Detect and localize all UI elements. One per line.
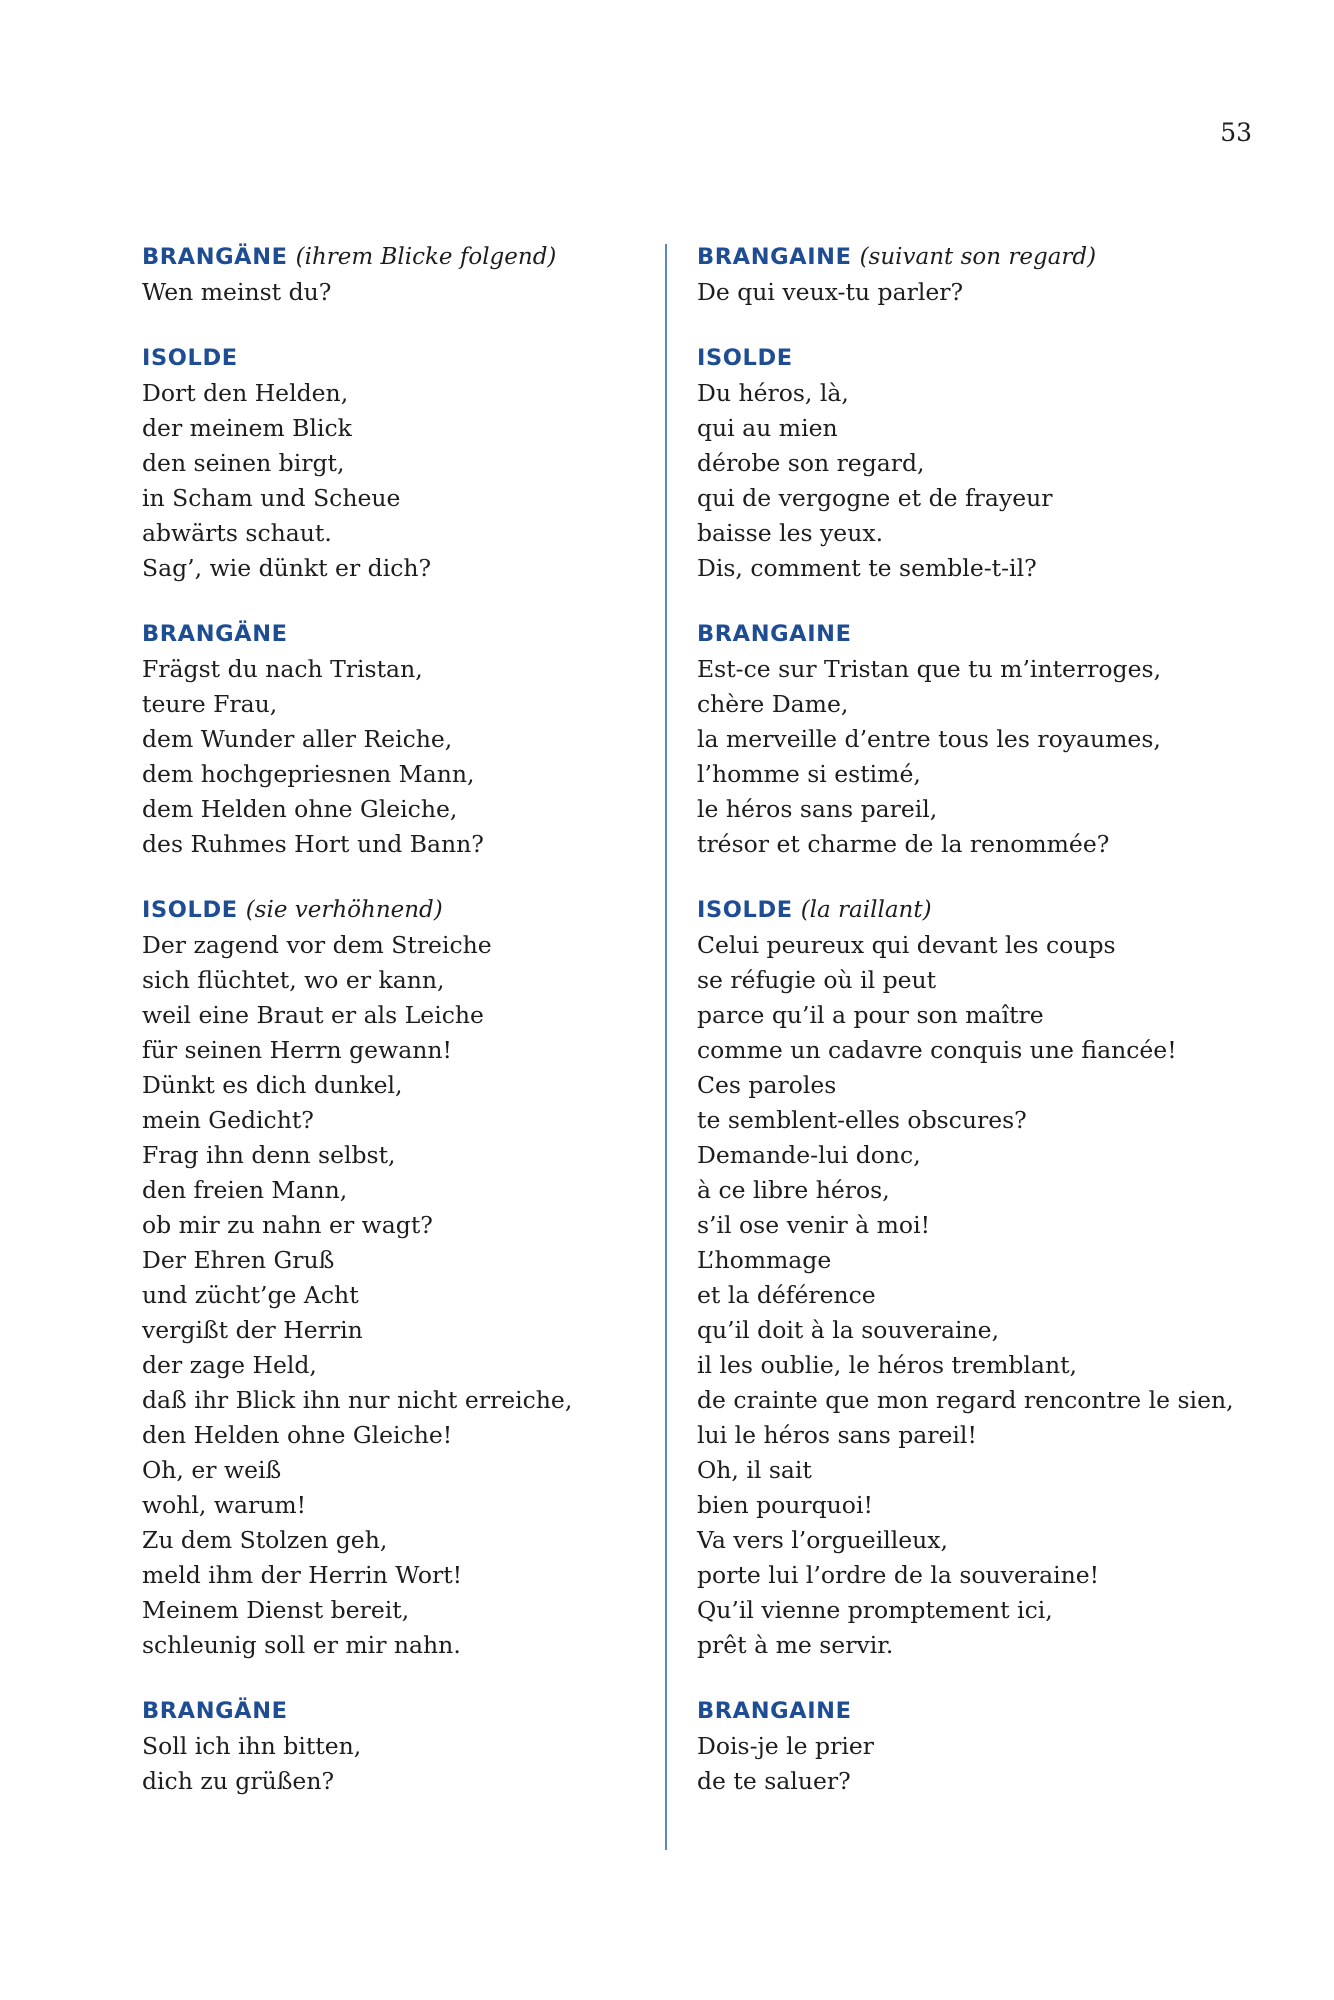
speech-block <box>697 1694 1187 1799</box>
verse-line: Dois-je le prier <box>697 1732 874 1760</box>
verse-line: l’homme si estimé, <box>697 760 921 788</box>
stage-direction: (ihrem Blicke folgend) <box>295 244 557 270</box>
verse-line: wohl, warum! <box>142 1491 307 1519</box>
verse-line: Der zagend vor dem Streiche <box>142 931 492 959</box>
verse-line: qu’il doit à la souveraine, <box>697 1316 1000 1344</box>
speech-block <box>142 617 632 862</box>
verse-line: Oh, il sait <box>697 1456 812 1484</box>
verse-line: dem Helden ohne Gleiche, <box>142 795 458 823</box>
verse-line: la merveille d’entre tous les royaumes, <box>697 725 1161 753</box>
verse-line: der meinem Blick <box>142 414 352 442</box>
verse-line: Du héros, là, <box>697 379 849 407</box>
verse-line: den seinen birgt, <box>142 449 345 477</box>
speech-block <box>697 893 1234 1663</box>
speech-block <box>142 1694 632 1799</box>
verse-line: porte lui l’ordre de la souveraine! <box>697 1561 1100 1589</box>
verse-line: baisse les yeux. <box>697 519 884 547</box>
speech-block <box>142 240 632 310</box>
verse-line: weil eine Braut er als Leiche <box>142 1001 484 1029</box>
speaker-line <box>142 893 632 928</box>
verse-line: meld ihm der Herrin Wort! <box>142 1561 463 1589</box>
verse-line: se réfugie où il peut <box>697 966 937 994</box>
verse-line: Der Ehren Gruß <box>142 1246 335 1274</box>
verse-line: vergißt der Herrin <box>142 1316 363 1344</box>
verse-line: Oh, er weiß <box>142 1456 282 1484</box>
speaker-line <box>142 240 632 275</box>
speech-block <box>142 893 632 1663</box>
verse-line: Frägst du nach Tristan, <box>142 655 423 683</box>
verse-line: à ce libre héros, <box>697 1176 890 1204</box>
verse-line: le héros sans pareil, <box>697 795 938 823</box>
verse-line: Meinem Dienst bereit, <box>142 1596 410 1624</box>
verse-line: sich flüchtet, wo er kann, <box>142 966 445 994</box>
verse-line: den freien Mann, <box>142 1176 348 1204</box>
verse-line: mein Gedicht? <box>142 1106 314 1134</box>
french-text-column <box>697 240 1234 1830</box>
speaker-line <box>697 240 1187 275</box>
verse-line: Ces paroles <box>697 1071 837 1099</box>
verse-line: den Helden ohne Gleiche! <box>142 1421 453 1449</box>
verse-line: parce qu’il a pour son maître <box>697 1001 1044 1029</box>
verse-line: teure Frau, <box>142 690 278 718</box>
verse-line: Soll ich ihn bitten, <box>142 1732 362 1760</box>
verse-line: de crainte que mon regard rencontre le sien, <box>697 1386 1234 1414</box>
verse-line: Qu’il vienne promptement ici, <box>697 1596 1053 1624</box>
speaker-name: BRANGÄNE <box>142 1698 288 1724</box>
speaker-line <box>697 341 1187 376</box>
verse-line: s’il ose venir à moi! <box>697 1211 931 1239</box>
verse-line: Va vers l’orgueilleux, <box>697 1526 949 1554</box>
speaker-name: BRANGÄNE <box>142 621 288 647</box>
verse-line: abwärts schaut. <box>142 519 332 547</box>
verse-line: qui au mien <box>697 414 838 442</box>
speaker-name: BRANGAINE <box>697 244 852 270</box>
verse-line: in Scham und Scheue <box>142 484 401 512</box>
verse-line: Zu dem Stolzen geh, <box>142 1526 388 1554</box>
verse-line: L’hommage <box>697 1246 832 1274</box>
column-divider <box>665 244 667 1850</box>
verse-line: Dünkt es dich dunkel, <box>142 1071 403 1099</box>
verse-line: qui de vergogne et de frayeur <box>697 484 1053 512</box>
page-number: 53 <box>1220 118 1252 147</box>
verse-line: bien pourquoi! <box>697 1491 873 1519</box>
speaker-name: ISOLDE <box>142 345 238 371</box>
speech-block <box>697 341 1187 586</box>
speaker-line <box>697 617 1187 652</box>
verse-line: ob mir zu nahn er wagt? <box>142 1211 433 1239</box>
verse-line: trésor et charme de la renommée? <box>697 830 1110 858</box>
german-text-column <box>142 240 632 1830</box>
verse-line: Demande-lui donc, <box>697 1141 921 1169</box>
speaker-name: BRANGÄNE <box>142 244 288 270</box>
verse-line: De qui veux-tu parler? <box>697 278 964 306</box>
verse-line: Sag’, wie dünkt er dich? <box>142 554 432 582</box>
verse-line: de te saluer? <box>697 1767 851 1795</box>
speaker-line <box>142 341 632 376</box>
verse-line: comme un cadavre conquis une fiancée! <box>697 1036 1177 1064</box>
speech-block <box>697 240 1187 310</box>
verse-line: Frag ihn denn selbst, <box>142 1141 396 1169</box>
speaker-name: ISOLDE <box>142 897 238 923</box>
speech-block <box>142 341 632 586</box>
verse-line: te semblent-elles obscures? <box>697 1106 1027 1134</box>
verse-line: Dis, comment te semble-t-il? <box>697 554 1037 582</box>
speaker-line <box>697 1694 1187 1729</box>
verse-line: daß ihr Blick ihn nur nicht erreiche, <box>142 1386 573 1414</box>
speaker-line <box>142 617 632 652</box>
speaker-line <box>697 893 1187 928</box>
verse-line: dem Wunder aller Reiche, <box>142 725 453 753</box>
verse-line: dem hochgepriesnen Mann, <box>142 760 475 788</box>
verse-line: Dort den Helden, <box>142 379 349 407</box>
speaker-name: ISOLDE <box>697 897 793 923</box>
speech-block <box>697 617 1187 862</box>
verse-line: dich zu grüßen? <box>142 1767 335 1795</box>
verse-line: Celui peureux qui devant les coups <box>697 931 1116 959</box>
verse-line: des Ruhmes Hort und Bann? <box>142 830 484 858</box>
verse-line: für seinen Herrn gewann! <box>142 1036 452 1064</box>
stage-direction: (la raillant) <box>800 897 932 923</box>
verse-line: der zage Held, <box>142 1351 317 1379</box>
verse-line: lui le héros sans pareil! <box>697 1421 977 1449</box>
verse-line: il les oublie, le héros tremblant, <box>697 1351 1077 1379</box>
stage-direction: (suivant son regard) <box>859 244 1097 270</box>
verse-line: dérobe son regard, <box>697 449 925 477</box>
speaker-line <box>142 1694 632 1729</box>
speaker-name: BRANGAINE <box>697 1698 852 1724</box>
speaker-name: BRANGAINE <box>697 621 852 647</box>
speaker-name: ISOLDE <box>697 345 793 371</box>
verse-line: Est-ce sur Tristan que tu m’interroges, <box>697 655 1162 683</box>
verse-line: chère Dame, <box>697 690 849 718</box>
verse-line: et la déférence <box>697 1281 876 1309</box>
verse-line: schleunig soll er mir nahn. <box>142 1631 461 1659</box>
verse-line: und zücht’ge Acht <box>142 1281 359 1309</box>
stage-direction: (sie verhöhnend) <box>245 897 443 923</box>
verse-line: Wen meinst du? <box>142 278 332 306</box>
verse-line: prêt à me servir. <box>697 1631 894 1659</box>
